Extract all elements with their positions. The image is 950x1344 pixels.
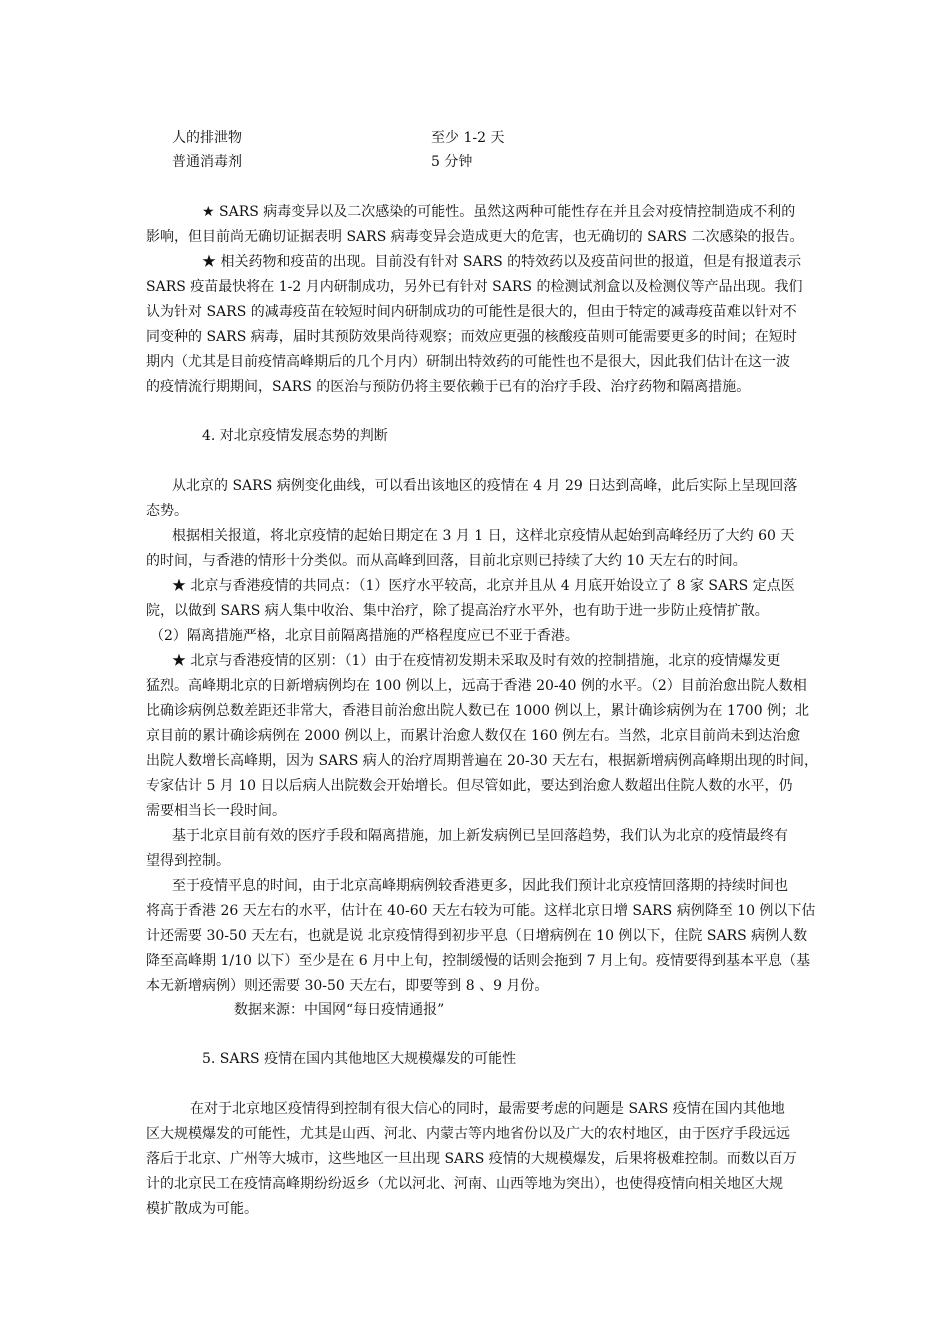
section-heading: 4. 对北京疫情发展态势的判断 <box>202 428 388 444</box>
text-line: 院，以做到 SARS 病人集中收治、集中治疗，除了提高治疗水平外，也有助于进一步防止疫情扩散。 <box>146 603 769 619</box>
text-line: 落后于北京、广州等大城市，这些地区一旦出现 SARS 疫情的大规模爆发，后果将极难控制。而数以百万 <box>146 1151 797 1167</box>
text-line: 京目前的累计确诊病例在 2000 例以上，而累计治愈人数仅在 160 例左右。当然，北京目前尚未到达治愈 <box>146 728 801 744</box>
section-heading: 5. SARS 疫情在国内其他地区大规模爆发的可能性 <box>202 1051 517 1067</box>
text-line: 至于疫情平息的时间，由于北京高峰期病例较香港更多，因此我们预计北京疫情回落期的持续时间也 <box>172 878 788 894</box>
text-line: ★ 相关药物和疫苗的出现。目前没有针对 SARS 的特效药以及疫苗问世的报道，但是有报道表示 <box>202 254 802 270</box>
text-line: 出院人数增长高峰期，因为 SARS 病人的治疗周期普遍在 20-30 天左右，根据新增病例高峰期出现的时间， <box>146 753 818 769</box>
text-line: 计的北京民工在疫情高峰期纷纷返乡（尤以河北、河南、山西等地为突出），也使得疫情向相关地区大规 <box>146 1176 783 1192</box>
text-line: 在对于北京地区疫情得到控制有很大信心的同时，最需要考虑的问题是 SARS 疫情在国内其他地 <box>190 1101 785 1117</box>
text-line: 从北京的 SARS 病例变化曲线，可以看出该地区的疫情在 4 月 29 日达到高峰，此后实际上呈现回落 <box>172 478 798 494</box>
text-line: 将高于香港 26 天左右的水平，估计在 40-60 天左右较为可能。这样北京日增 SARS 病例降至 10 例以下估 <box>146 903 816 919</box>
text-line: 认为针对 SARS 的减毒疫苗在较短时间内研制成功的可能性是很大的，但由于特定的减毒疫苗难以针对不 <box>146 304 797 320</box>
text-line: 期内（尤其是目前疫情高峰期后的几个月内）研制出特效药的可能性也不是很大，因此我们估计在这一波 <box>146 354 790 370</box>
data-source-note: 数据来源：中国网“每日疫情通报” <box>234 1002 445 1018</box>
text-line: 态势。 <box>146 503 188 519</box>
text-line: 比确诊病例总数差距还非常大，香港目前治愈出院人数已在 1000 例以上，累计确诊病例为在 1700 例；北 <box>146 703 810 719</box>
text-line: 专家估计 5 月 10 日以后病人出院数会开始增长。但尽管如此，要达到治愈人数超出住院人数的水平，仍 <box>146 778 793 794</box>
table-cell-time: 5 分钟 <box>431 154 473 170</box>
text-line: 望得到控制。 <box>146 853 230 869</box>
text-line: SARS 疫苗最快将在 1-2 月内研制成功，另外已有针对 SARS 的检测试剂盒以及检测仪等产品出现。我们 <box>146 279 803 295</box>
text-line: 的时间，与香港的情形十分类似。而从高峰到回落，目前北京则已持续了大约 10 天左右的时间。 <box>146 553 747 569</box>
text-line: 猛烈。高峰期北京的日新增病例均在 100 例以上，远高于香港 20-40 例的水平。（2）目前治愈出院人数相 <box>146 678 807 694</box>
text-line: 同变种的 SARS 病毒，届时其预防效果尚待观察；而效应更强的核酸疫苗则可能需要更多的时间；在短时 <box>146 329 797 345</box>
text-line: （2）隔离措施严格，北京目前隔离措施的严格程度应已不亚于香港。 <box>150 628 579 644</box>
text-line: 影响，但目前尚无确切证据表明 SARS 病毒变异会造成更大的危害，也无确切的 SARS 二次感染的报告。 <box>146 229 804 245</box>
text-line: ★ 北京与香港疫情的区别：（1）由于在疫情初发期未采取及时有效的控制措施，北京的疫情爆发更 <box>172 653 781 669</box>
table-cell-time: 至少 1-2 天 <box>431 130 505 146</box>
text-line: 区大规模爆发的可能性，尤其是山西、河北、内蒙古等内地省份以及广大的农村地区，由于医疗手段远远 <box>146 1126 790 1142</box>
table-cell-item: 普通消毒剂 <box>172 154 242 170</box>
text-line: 模扩散成为可能。 <box>146 1201 258 1217</box>
text-line: ★ 北京与香港疫情的共同点：（1）医疗水平较高，北京并且从 4 月底开始设立了 8 家 SARS 定点医 <box>172 578 795 594</box>
text-line: 降至高峰期 1/10 以下）至少是在 6 月中上旬，控制缓慢的话则会拖到 7 月上旬。疫情要得到基本平息（基 <box>146 953 810 969</box>
table-cell-item: 人的排泄物 <box>172 130 242 146</box>
text-line: 基于北京目前有效的医疗手段和隔离措施，加上新发病例已呈回落趋势，我们认为北京的疫情最终有 <box>172 828 788 844</box>
text-line: 根据相关报道，将北京疫情的起始日期定在 3 月 1 日，这样北京疫情从起始到高峰经历了大约 60 天 <box>172 528 795 544</box>
text-line: 的疫情流行期期间，SARS 的医治与预防仍将主要依赖于已有的治疗手段、治疗药物和隔离措施。 <box>146 379 751 395</box>
text-line: 需要相当长一段时间。 <box>146 803 286 819</box>
text-line: 计还需要 30-50 天左右，也就是说 北京疫情得到初步平息（日增病例在 10 例以下，住院 SARS 病例人数 <box>146 928 808 944</box>
text-line: 本无新增病例）则还需要 30-50 天左右，即要等到 8 、9 月份。 <box>146 978 549 994</box>
text-line: ★ SARS 病毒变异以及二次感染的可能性。虽然这两种可能性存在并且会对疫情控制造成不利的 <box>202 204 796 220</box>
